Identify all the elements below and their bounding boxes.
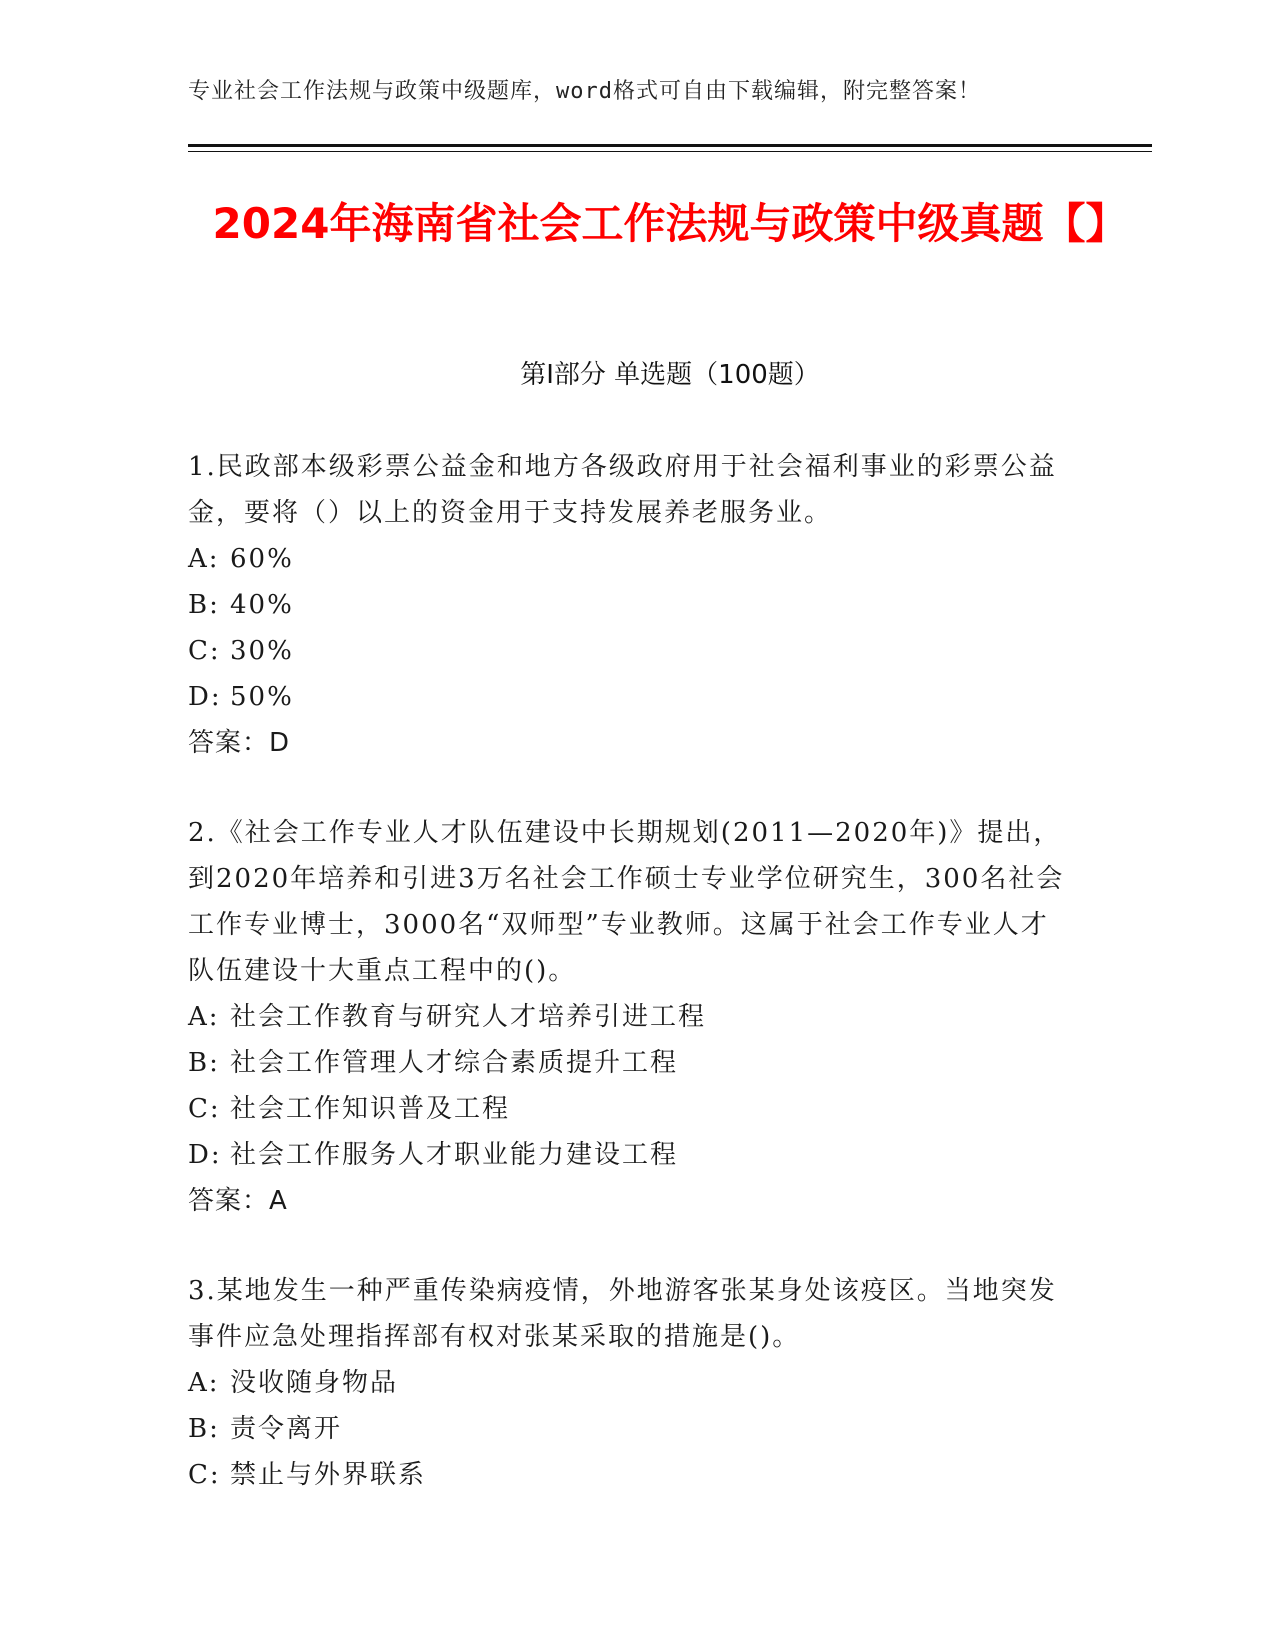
- question-option: [188, 1086, 1068, 1132]
- question-option: [188, 1360, 1068, 1406]
- section-title: 第Ⅰ部分 单选题（100题）: [520, 360, 820, 390]
- option-key: B:: [188, 1414, 220, 1444]
- question-option: [188, 1452, 1068, 1498]
- option-text: 责令离开: [230, 1414, 343, 1444]
- option-text: 没收随身物品: [230, 1368, 399, 1398]
- option-key: A:: [188, 1002, 220, 1032]
- option-text: 社会工作管理人才综合素质提升工程: [230, 1048, 679, 1078]
- option-key: C:: [188, 636, 221, 666]
- question-option: [188, 1406, 1068, 1452]
- header-divider-thin: [188, 151, 1152, 152]
- option-text: 60%: [230, 544, 294, 574]
- question-option: [188, 1040, 1068, 1086]
- option-text: 50%: [230, 682, 294, 712]
- option-text: 禁止与外界联系: [230, 1460, 427, 1490]
- question-stem: 2.《社会工作专业人才队伍建设中长期规划(2011—2020年)》提出，到2020年培养和引进3万名社会工作硕士专业学位研究生，300名社会工作专业博士，3000名“双师型”专业教师。这属于社会工作专业人才队伍建设十大重点工程中的()。: [188, 818, 1065, 986]
- question-3: [188, 1268, 1068, 1498]
- option-text: 30%: [230, 636, 294, 666]
- question-1: [188, 444, 1068, 766]
- question-list: [188, 444, 1068, 1542]
- question-option: [188, 994, 1068, 1040]
- option-key: A:: [188, 1368, 220, 1398]
- option-text: 40%: [230, 590, 294, 620]
- question-2: [188, 810, 1068, 1224]
- question-option: [188, 582, 1068, 628]
- document-title: 2024年海南省社会工作法规与政策中级真题【】: [212, 199, 1128, 248]
- option-key: C:: [188, 1094, 221, 1124]
- option-key: C:: [188, 1460, 221, 1490]
- option-key: D:: [188, 682, 222, 712]
- question-option: [188, 628, 1068, 674]
- question-option: [188, 1132, 1068, 1178]
- option-text: 社会工作服务人才职业能力建设工程: [230, 1140, 679, 1170]
- header-note: 专业社会工作法规与政策中级题库，word格式可自由下载编辑，附完整答案！: [188, 79, 981, 104]
- option-text: 社会工作知识普及工程: [230, 1094, 511, 1124]
- question-stem: 3.某地发生一种严重传染病疫情，外地游客张某身处该疫区。当地突发事件应急处理指挥部有权对张某采取的措施是()。: [188, 1276, 1057, 1352]
- option-key: A:: [188, 544, 220, 574]
- option-text: 社会工作教育与研究人才培养引进工程: [230, 1002, 707, 1032]
- option-key: B:: [188, 590, 220, 620]
- question-option: [188, 674, 1068, 720]
- option-key: D:: [188, 1140, 222, 1170]
- question-stem: 1.民政部本级彩票公益金和地方各级政府用于社会福利事业的彩票公益金，要将（）以上的资金用于支持发展养老服务业。: [188, 452, 1057, 528]
- header-divider-thick: [188, 144, 1152, 147]
- question-answer: 答案：D: [188, 728, 291, 758]
- question-answer: 答案：A: [188, 1186, 288, 1216]
- option-key: B:: [188, 1048, 220, 1078]
- question-option: [188, 536, 1068, 582]
